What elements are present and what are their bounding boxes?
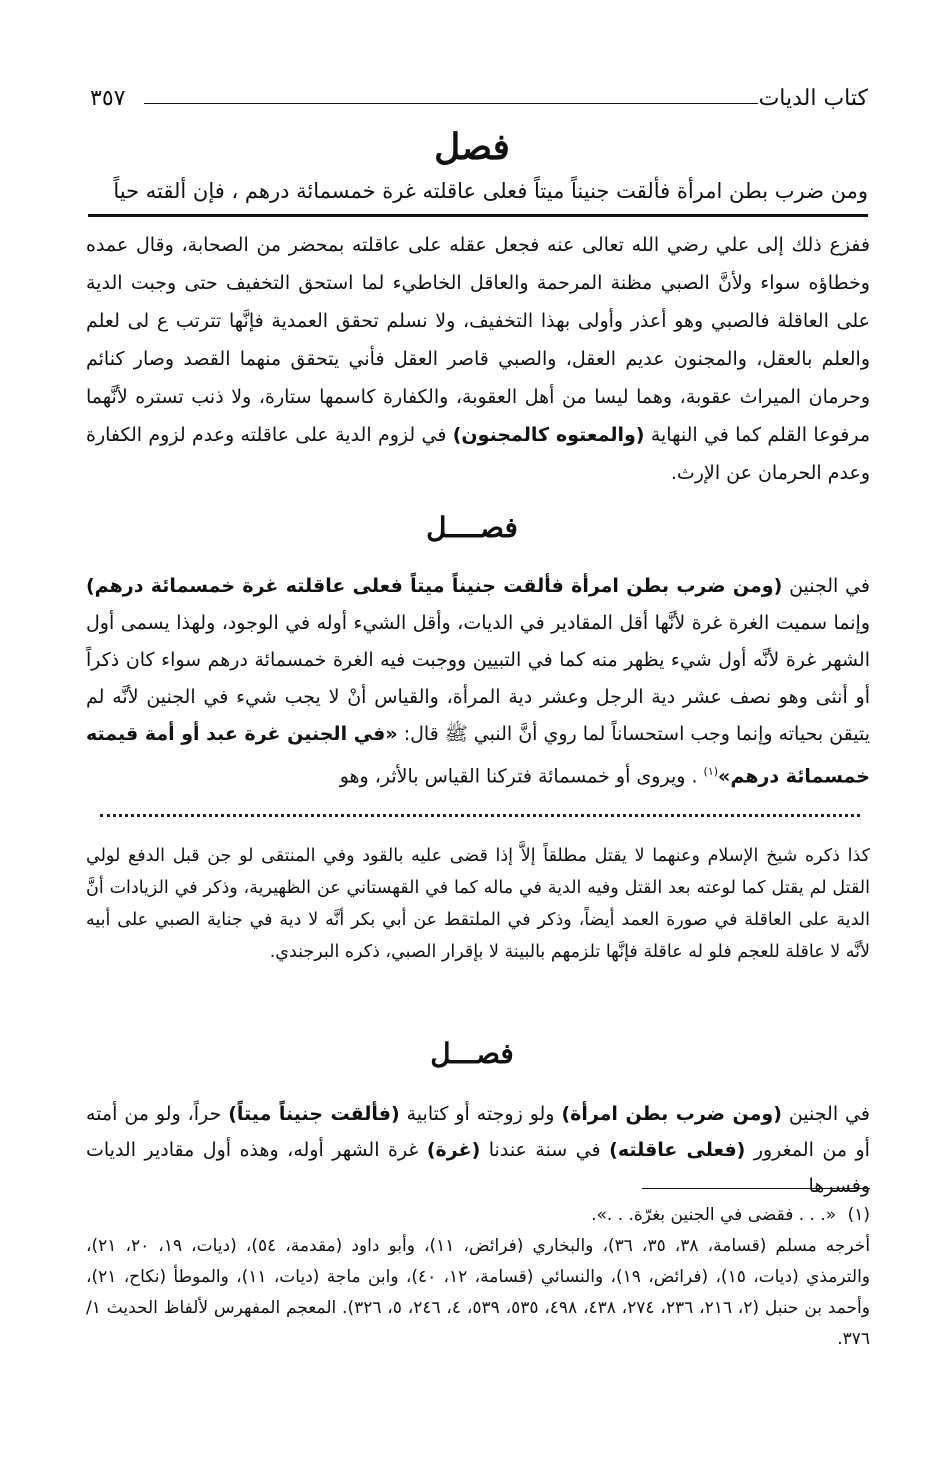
bold-matn-quote: (غرة) <box>426 1139 481 1161</box>
bold-matn-quote: (فألقت جنيناً ميتاً) <box>228 1103 400 1125</box>
secondary-commentary-paragraph: كذا ذكره شيخ الإسلام وعنهما لا يقتل مطلقاً إلاَّ إذا قضى عليه بالقود وفي المنتقى لو جن قبل الدفع لولي القتل لم يقتل كما لوعته بعد القتل وفيه الدية في ماله كما في القهستاني عن الظهيرية، وذكر في الزيادات أنَّ الدية على العاقلة في صورة العمد أيضاً، وذكر في الملتقط عن أبي بكر أنَّه لا دية في جناية الصبي على أبيه لأنَّه لا عاقلة للعجم فلو له عاقلة فإنَّها تلزمهم بالبينة لا بإقرار الصبي، ذكره البرجندي. <box>86 846 870 962</box>
footnotes <box>86 1200 870 1355</box>
footnote-sources: أخرجه مسلم (قسامة، ٣٨، ٣٥، ٣٦)، والبخاري (فرائض، ١١)، وأبو داود (مقدمة، ٥٤)، (ديات، ١٩، ٢٠، ٢١)، والترمذي (ديات، ١٥)، (فرائض، ١٩)، والنسائي (قسامة، ١٢، ٤٠)، وابن ماجة (ديات، ١١)، والموطأ (نكاح، ٢١)، وأحمد بن حنبل (٢، ٢١٦، ٢٣٦، ٢٧٤، ٤٣٨، ٤٩٨، ٥٣٥، ٥٣٩، ٤، ٢٤٦، ٥، ٣٢٦). المعجم المفهرس لألفاظ الحديث ١/ ٣٧٦. <box>86 1236 871 1349</box>
paragraph-text: ففزع ذلك إلى علي رضي الله تعالى عنه فجعل عقله على عاقلته بمحضر من الصحابة، وقال عمده وخطاؤه سواء ولأنَّ الصبي مظنة المرحمة والعاقل الخاطيء لما استحق التخفيف حتى وجبت الدية على العاقلة فالصبي وهو أعذر وأولى بهذا التخفيف، ولا نسلم تحقق العمدية فإنَّها تترتب ع لى لعلم والعلم بالعقل، والمجنون عديم العقل، والصبي قاصر العقل فأني يتحقق منهما القصد وصار كنائم وحرمان الميراث عقوبة، وهما ليسا من أهل العقوبة، والكفارة كاسمها ستارة، ولا ذنب تستره لأنَّهما مرفوعا القلم كما في النهاية <box>86 234 870 446</box>
footnote-divider <box>642 1188 870 1189</box>
running-header-title: كتاب الديات <box>758 86 868 111</box>
bold-matn-quote: (والمعتوه كالمجنون) <box>452 424 645 446</box>
paragraph-text: في الجنين <box>789 575 870 597</box>
header-rule <box>144 103 758 104</box>
page-number: ٣٥٧ <box>90 86 126 111</box>
paragraph-text: في سنة عندنا <box>488 1139 601 1161</box>
section-heading-fasl: فصــــل <box>426 511 518 544</box>
section-heading-fasl-2: فصـــل <box>430 1037 514 1070</box>
footnote-quote: «. . . فقضى في الجنين بغرّة. . .». <box>591 1205 837 1225</box>
matn-text: ومن ضرب بطن امرأة فألقت جنيناً ميتاً فعلى عاقلته غرة خمسمائة درهم ، فإن ألقته حياً <box>113 179 868 203</box>
paragraph-text: ولو زوجته أو كتابية <box>406 1103 555 1125</box>
paragraph-text: . ويروى أو خمسمائة فتركنا القياس بالأثر، وهو <box>339 765 698 788</box>
bold-hadith-quote: «في الجنين غرة عبد أو أمة قيمته خمسمائة درهم» <box>86 723 870 788</box>
paragraph-text: في الجنين <box>788 1103 870 1125</box>
footnote-marker: (١) <box>847 1205 870 1225</box>
bold-matn-quote: (فعلى عاقلته) <box>609 1139 746 1161</box>
dotted-separator <box>100 814 860 817</box>
running-header <box>88 84 868 114</box>
paragraph-text: غرة الشهر أوله، وهذه أول مقادير الديات وفسرها <box>86 1139 870 1197</box>
bold-matn-quote: (ومن ضرب بطن امرأة) <box>561 1103 782 1125</box>
bold-matn-quote: (ومن ضرب بطن امرأة فألقت جنيناً ميتاً فعلى عاقلته غرة خمسمائة درهم) <box>86 575 783 597</box>
commentary-paragraph-2 <box>86 568 870 795</box>
footnote-line <box>86 1200 870 1231</box>
matn-divider <box>88 214 868 217</box>
matn-section-title: فصل <box>434 126 510 168</box>
paragraph-text: حراً، ولو من أمته أو من المغرور <box>86 1103 870 1161</box>
paragraph-text: وإنما سميت الغرة غرة لأنَّها أقل المقادير في الديات، وأقل الشيء أوله في الوجود، ولهذا يسمى أول الشهر غرة لأنَّه أول شيء يظهر منه كما في التبيين ووجبت فيه الغرة خمسمائة درهم سواء كان ذكراً أو أنثى وهو نصف عشر دية الرجل وعشر دية المرأة، والقياس أنْ لا يجب شيء في الجنين لأنَّه لم يتيقن بحياته وإنما وجب استحساناً لما روي أنَّ النبي ﷺ قال: <box>86 612 870 745</box>
paragraph-text: في لزوم الدية على عاقلته وعدم لزوم الكفارة وعدم الحرمان عن الإرث. <box>86 424 870 484</box>
footnote-reference: (١) <box>703 765 719 778</box>
commentary-paragraph-1 <box>86 226 870 492</box>
